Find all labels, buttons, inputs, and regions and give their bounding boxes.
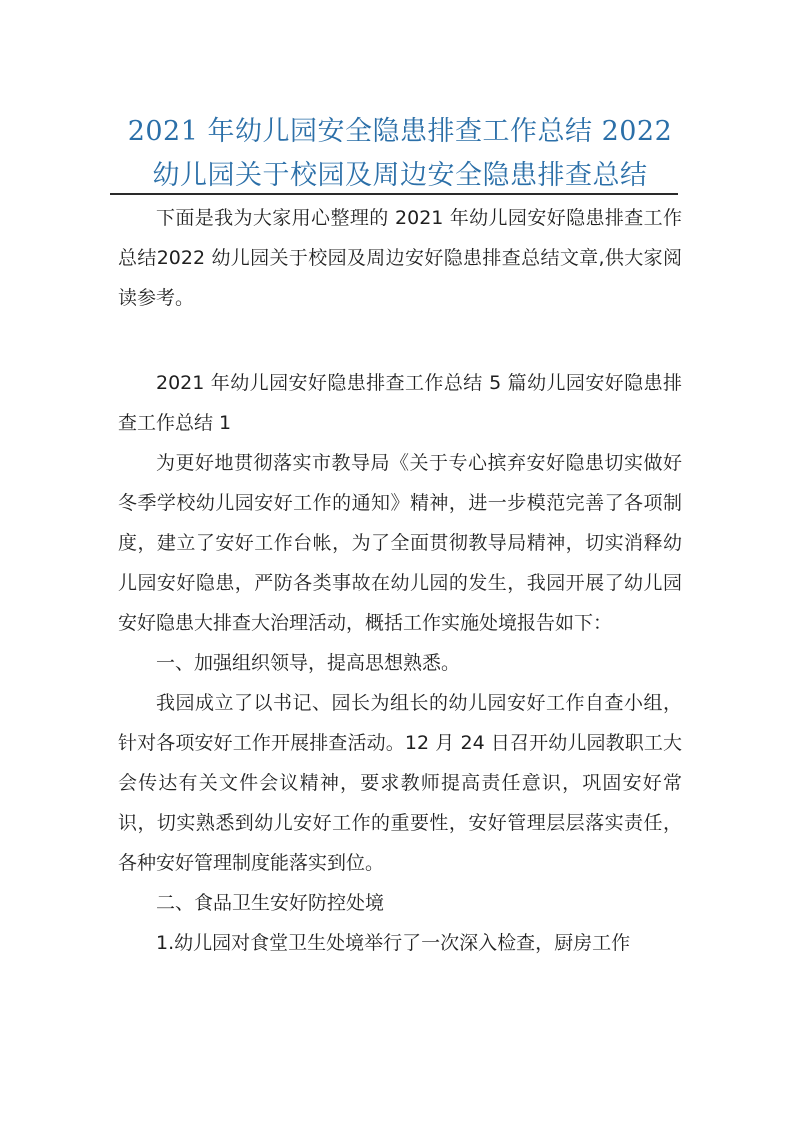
subheading-leadership: 一、加强组织领导，提高思想熟悉。 <box>156 652 461 674</box>
title-divider <box>110 193 678 195</box>
body-paragraph: 1.幼儿园对食堂卫生处境举行了一次深入检查，厨房工作 <box>156 932 631 954</box>
intro-paragraph: 下面是我为大家用心整理的 2021 年幼儿园安好隐患排查工作总结2022 幼儿园关于校园及周边安好隐患排查总结文章,供大家阅读参考。 <box>118 207 682 309</box>
document-title <box>118 110 682 198</box>
body-paragraph: 我园成立了以书记、园长为组长的幼儿园安好工作自查小组，针对各项安好工作开展排查活动。12 月 24 日召开幼儿园教职工大会传达有关文件会议精神，要求教师提高责任意识，巩固安好常识，切实熟悉到幼儿安好工作的重要性，安好管理层层落实责任，各种安好管理制度能落实到位。 <box>118 692 682 874</box>
subheading-food-safety: 二、食品卫生安好防控处境 <box>156 892 385 914</box>
section-heading: 2021 年幼儿园安好隐患排查工作总结 5 篇幼儿园安好隐患排查工作总结 1 <box>118 372 682 434</box>
main-body <box>118 363 682 963</box>
title-line-1: 2021 年幼儿园安全隐患排查工作总结 2022 <box>127 116 673 147</box>
title-line-2: 幼儿园关于校园及周边安全隐患排查总结 <box>152 160 648 191</box>
intro-block <box>118 198 682 318</box>
body-paragraph: 为更好地贯彻落实市教导局《关于专心摈弃安好隐患切实做好冬季学校幼儿园安好工作的通知》精神，进一步模范完善了各项制度，建立了安好工作台帐，为了全面贯彻教导局精神，切实消释幼儿园安好隐患，严防各类事故在幼儿园的发生，我园开展了幼儿园安好隐患大排查大治理活动，概括工作实施处境报告如下： <box>118 452 682 634</box>
